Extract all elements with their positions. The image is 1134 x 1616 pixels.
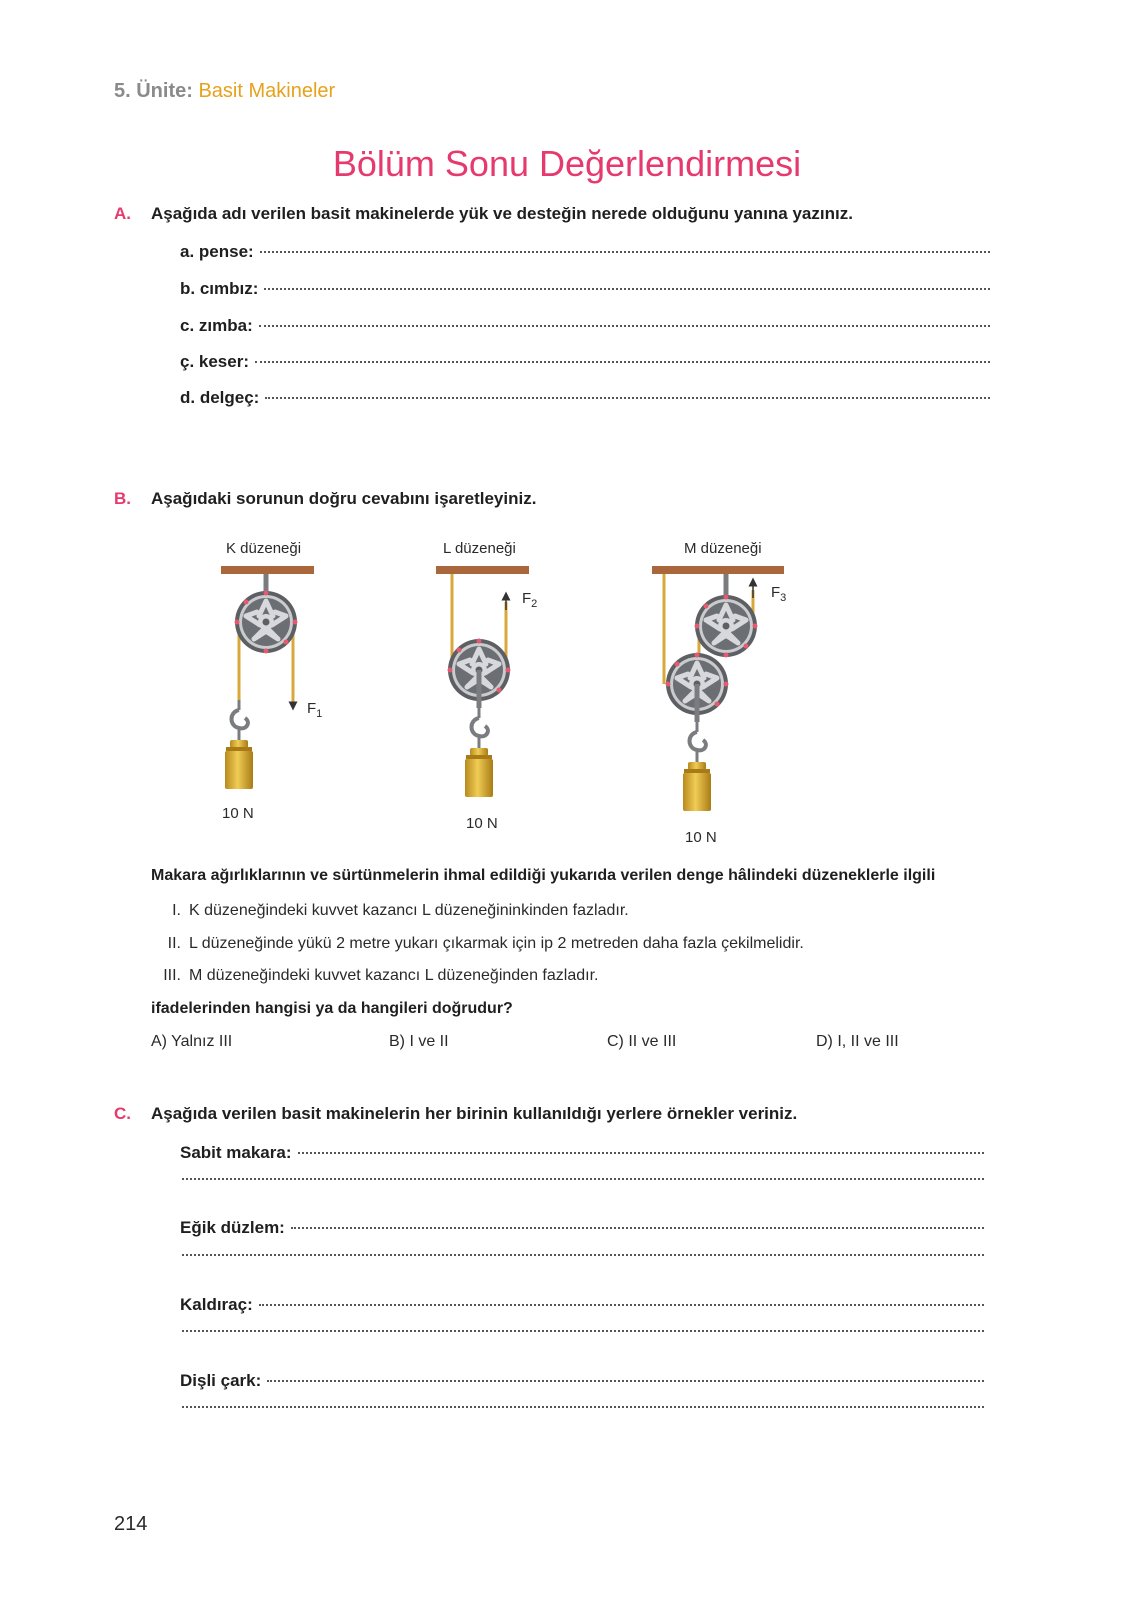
load-weight (225, 700, 253, 789)
diagram-k-title: K düzeneği (226, 540, 302, 557)
answer-label: d. delgeç: (180, 388, 260, 407)
diagram-m-weight: 10 N (685, 829, 717, 846)
force-letter: F (771, 584, 781, 601)
answer-label: Kaldıraç: (180, 1295, 253, 1314)
answer-label: ç. keser: (180, 352, 249, 371)
answer-label: Sabit makara: (180, 1143, 292, 1162)
section-b-letter: B. (114, 489, 131, 508)
answer-line-continuation[interactable] (182, 1334, 984, 1336)
statement-numeral: III. (163, 967, 181, 984)
dotted-line (255, 361, 990, 363)
answer-label: b. cımbız: (180, 279, 259, 298)
ceiling-bar (652, 566, 784, 574)
unit-header (114, 80, 335, 103)
ceiling-bar (436, 566, 529, 574)
diagram-l-weight: 10 N (466, 815, 498, 832)
unit-number: 5. Ünite: (114, 80, 193, 102)
dotted-line (259, 1304, 984, 1306)
dotted-line (291, 1227, 984, 1229)
statement-iii (151, 967, 598, 985)
answer-line-zimba[interactable] (180, 316, 990, 336)
diagram-k (221, 566, 317, 789)
answer-line-continuation[interactable] (182, 1258, 984, 1260)
diagram-m-title: M düzeneği (684, 540, 762, 557)
answer-label: Dişli çark: (180, 1371, 262, 1390)
unit-title: Basit Makineler (198, 80, 336, 102)
statement-numeral: I. (172, 902, 181, 919)
dotted-line (182, 1254, 984, 1256)
choice-b[interactable]: B) I ve II (389, 1033, 449, 1050)
fixed-pulley (695, 595, 758, 658)
dotted-line (265, 397, 990, 399)
section-a-heading (114, 204, 131, 224)
diagram-m (652, 566, 787, 811)
section-a-letter: A. (114, 204, 131, 223)
force-label-f3 (771, 584, 786, 604)
section-c-instruction: Aşağıda verilen basit makinelerin her birinin kullanıldığı yerlere örnekler veriniz. (151, 1104, 798, 1123)
force-label-f2 (522, 590, 537, 610)
page-number: 214 (114, 1513, 148, 1535)
dotted-line (182, 1406, 984, 1408)
answer-line-sabit-makara[interactable] (180, 1143, 984, 1163)
diagram-l (436, 566, 532, 797)
section-b-heading (114, 489, 131, 509)
answer-line-continuation[interactable] (182, 1410, 984, 1412)
section-c-heading (114, 1104, 131, 1124)
statement-ii (151, 935, 804, 953)
section-b-instruction: Aşağıdaki sorunun doğru cevabını işaretleyiniz. (151, 489, 537, 508)
answer-line-disli-cark[interactable] (180, 1371, 984, 1391)
dotted-line (182, 1330, 984, 1332)
force-label-f1 (307, 700, 322, 720)
dotted-line (264, 288, 990, 290)
chapter-title: Bölüm Sonu Değerlendirmesi (332, 143, 802, 184)
load-weight (683, 722, 711, 811)
dotted-line (259, 325, 990, 327)
force-subscript: 1 (316, 708, 323, 720)
load-weight (465, 708, 493, 797)
statement-text: M düzeneğindeki kuvvet kazancı L düzeneğinden fazladır. (189, 967, 599, 984)
force-subscript: 2 (531, 598, 538, 610)
statement-text: K düzeneğindeki kuvvet kazancı L düzeneğininkinden fazladır. (189, 902, 629, 919)
ceiling-bar (221, 566, 314, 574)
answer-line-keser[interactable] (180, 352, 990, 372)
choice-d[interactable]: D) I, II ve III (816, 1033, 899, 1050)
dotted-line (260, 251, 990, 253)
question-stem: Makara ağırlıklarının ve sürtünmelerin ihmal edildiği yukarıda verilen denge hâlindeki düzeneklerle ilgili (151, 867, 936, 884)
diagram-k-weight: 10 N (222, 805, 254, 822)
answer-line-cimbiz[interactable] (180, 279, 990, 299)
dotted-line (267, 1380, 984, 1382)
force-letter: F (522, 590, 532, 607)
answer-label: c. zımba: (180, 316, 253, 335)
diagram-l-title: L düzeneği (443, 540, 516, 557)
force-subscript: 3 (780, 592, 787, 604)
answer-line-pense[interactable] (180, 242, 990, 262)
answer-line-egik-duzlem[interactable] (180, 1218, 984, 1238)
choice-c[interactable]: C) II ve III (607, 1033, 677, 1050)
answer-line-delgec[interactable] (180, 388, 990, 408)
answer-line-kaldirac[interactable] (180, 1295, 984, 1315)
dotted-line (298, 1152, 985, 1154)
question-end: ifadelerinden hangisi ya da hangileri doğrudur? (151, 1000, 513, 1017)
choice-a[interactable]: A) Yalnız III (151, 1033, 233, 1050)
force-letter: F (307, 700, 317, 717)
statement-text: L düzeneğinde yükü 2 metre yukarı çıkarmak için ip 2 metreden daha fazla çekilmelidir. (189, 935, 804, 952)
statement-i (151, 902, 629, 920)
section-a-instruction: Aşağıda adı verilen basit makinelerde yük ve desteğin nerede olduğunu yanına yazınız. (151, 204, 853, 223)
fixed-pulley (235, 591, 298, 654)
dotted-line (182, 1178, 984, 1180)
statement-numeral: II. (167, 935, 181, 952)
pulley-diagrams (0, 530, 1134, 850)
section-c-letter: C. (114, 1104, 131, 1123)
answer-label: Eğik düzlem: (180, 1218, 285, 1237)
answer-label: a. pense: (180, 242, 254, 261)
answer-line-continuation[interactable] (182, 1182, 984, 1184)
